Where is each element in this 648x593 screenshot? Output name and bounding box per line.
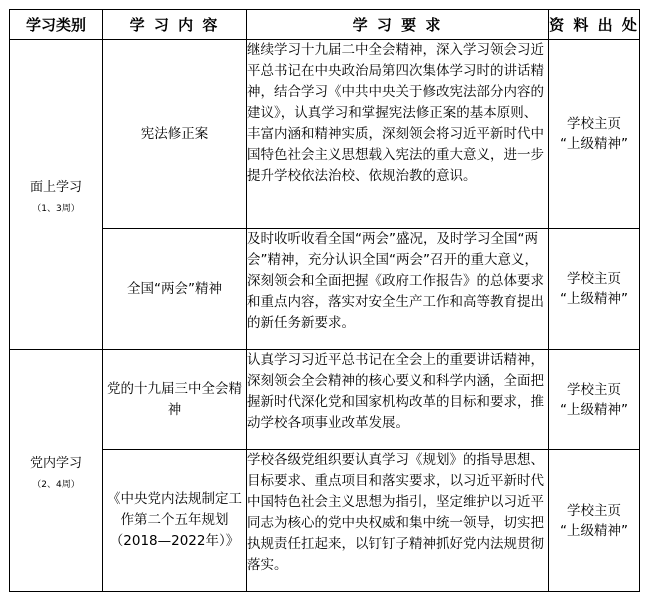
table-row <box>10 450 640 592</box>
source-cell <box>549 450 640 592</box>
source-line-1: 学校主页 <box>567 271 621 287</box>
source-line-1: 学校主页 <box>567 116 621 132</box>
study-plan-table <box>9 9 640 592</box>
source-cell <box>549 229 640 350</box>
header-content: 学 习 内 容 <box>103 10 247 40</box>
category-label: 面上学习 <box>29 179 82 195</box>
requirement-cell: 继续学习十九届二中全会精神，深入学习领会习近平总书记在中央政治局第四次集体学习时的讲话精神，结合学习《中共中央关于修改宪法部分内容的建议》，认真学习和掌握宪法修正案的基本原则、丰富内涵和精神实质，深刻领会将习近平新时代中国特色社会主义思想载入宪法的重大意义，进一步提升学校依法治校、依规治教的意识。 <box>247 40 549 229</box>
category-cell <box>10 350 103 592</box>
table-row <box>10 40 640 229</box>
source-cell <box>549 350 640 450</box>
source-line-2: “上级精神” <box>560 291 628 307</box>
content-cell: 党的十九届三中全会精神 <box>103 350 247 450</box>
requirement-cell: 学校各级党组织要认真学习《规划》的指导思想、目标要求、重点项目和落实要求，以习近平新时代中国特色社会主义思想为指引，坚定维护以习近平同志为核心的党中央权威和集中统一领导，切实把执规责任扛起来，以钉钉子精神抓好党内法规贯彻落实。 <box>247 450 549 592</box>
source-line-2: “上级精神” <box>560 522 628 539</box>
source-line-2: “上级精神” <box>560 136 628 152</box>
category-cell <box>10 40 103 350</box>
requirement-cell: 及时收听收看全国“两会”盛况，及时学习全国“两会”精神，充分认识全国“两会”召开的重大意义，深刻领会和全面把握《政府工作报告》的总体要求和重点内容，落实对安全生产工作和高等教育提出的新任务新要求。 <box>247 229 549 350</box>
content-cell: 全国“两会”精神 <box>103 229 247 350</box>
category-weeks: （2、4周） <box>32 479 80 490</box>
header-category: 学习类别 <box>10 10 103 40</box>
source-line-1: 学校主页 <box>567 502 621 519</box>
content-cell: 《中央党内法规制定工作第二个五年规划（2018—2022年）》 <box>103 450 247 592</box>
header-row <box>10 10 640 40</box>
requirement-cell: 认真学习习近平总书记在全会上的重要讲话精神，深刻领会全会精神的核心要义和科学内涵，全面把握新时代深化党和国家机构改革的目标和要求，推动学校各项事业改革发展。 <box>247 350 549 450</box>
content-cell: 宪法修正案 <box>103 40 247 229</box>
source-cell <box>549 40 640 229</box>
source-line-1: 学校主页 <box>567 381 621 398</box>
header-requirement: 学 习 要 求 <box>247 10 549 40</box>
category-label: 党内学习 <box>29 455 82 471</box>
table-row <box>10 350 640 450</box>
category-weeks: （1、3周） <box>32 203 80 214</box>
source-line-2: “上级精神” <box>560 401 628 418</box>
table-row <box>10 229 640 350</box>
header-source: 资 料 出 处 <box>549 10 640 40</box>
